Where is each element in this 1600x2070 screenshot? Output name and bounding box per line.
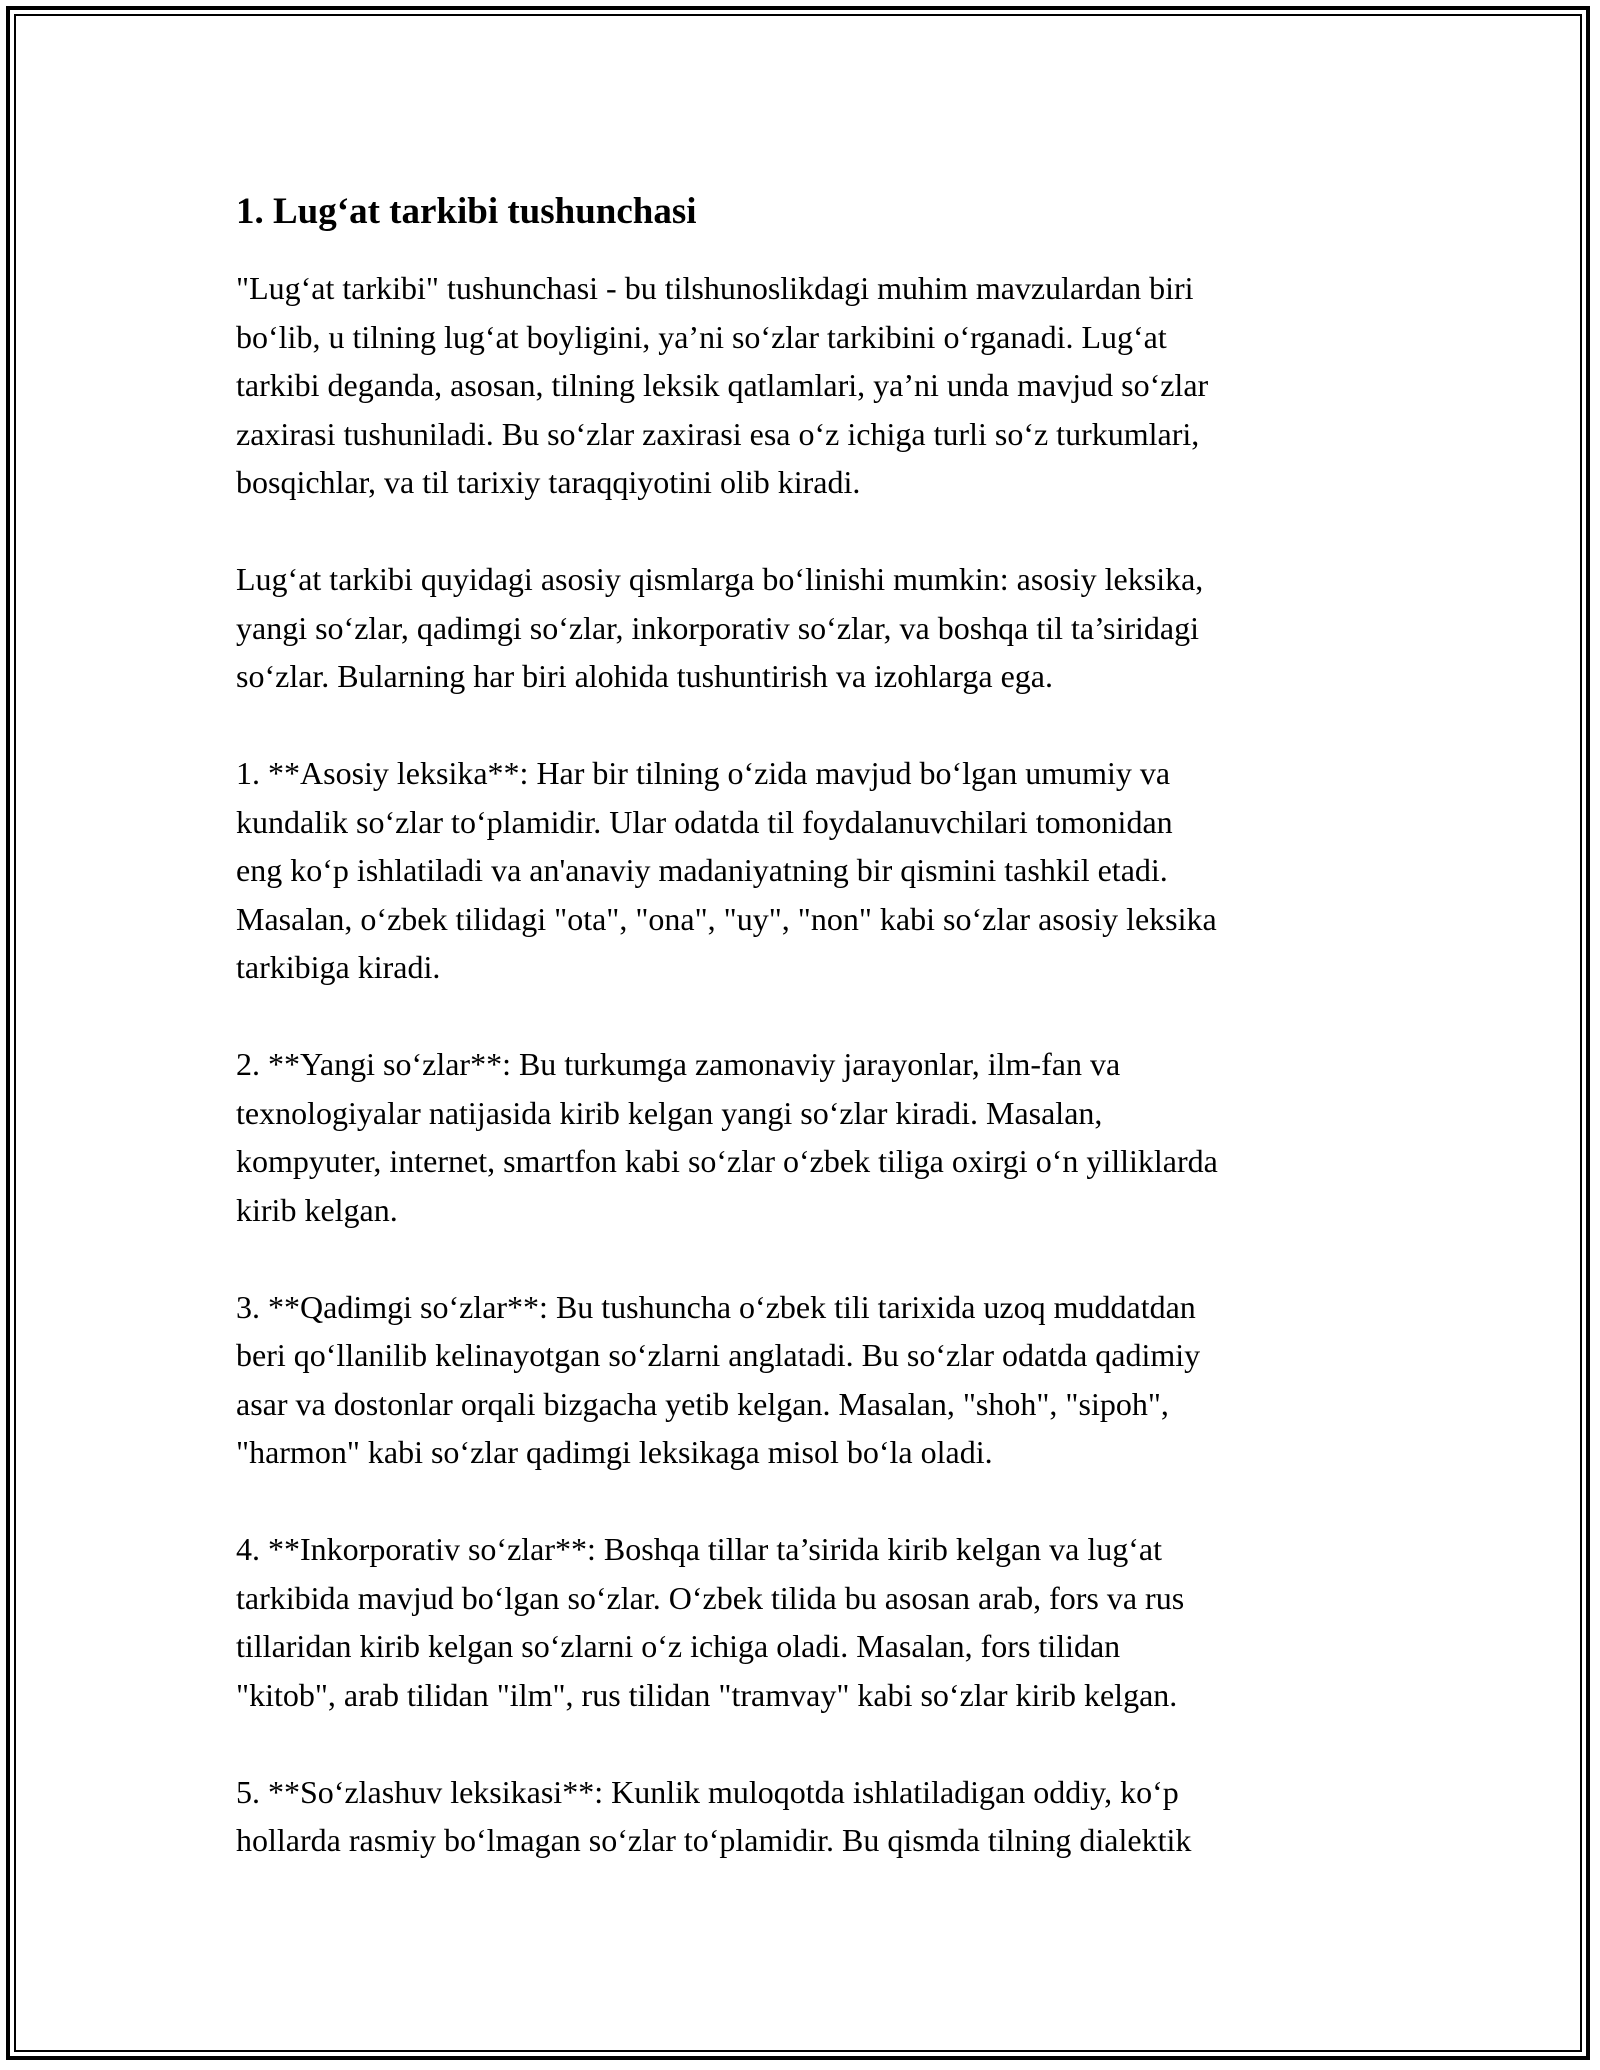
paragraph-item-4 <box>236 1525 1376 1719</box>
text-line: eng ko‘p ishlatiladi va an'anaviy madaniyatning bir qismini tashkil etadi. <box>236 852 1168 888</box>
paragraph-overview <box>236 555 1376 701</box>
text-line: "Lug‘at tarkibi" tushunchasi - bu tilshunoslikdagi muhim mavzulardan biri <box>236 270 1194 306</box>
text-line: kirib kelgan. <box>236 1191 398 1228</box>
text-line: tillaridan kirib kelgan so‘zlarni o‘z ichiga oladi. Masalan, fors tilidan <box>236 1628 1121 1664</box>
text-line: "harmon" kabi so‘zlar qadimgi leksikaga misol bo‘la oladi. <box>236 1434 993 1470</box>
text-line: hollarda rasmiy bo‘lmagan so‘zlar to‘plamidir. Bu qismda tilning dialektik <box>236 1822 1192 1858</box>
text-line: 4. **Inkorporativ so‘zlar**: Boshqa tillar ta’sirida kirib kelgan va lug‘at <box>236 1531 1162 1567</box>
text-line: Masalan, o‘zbek tilidagi "ota", "ona", "uy", "non" kabi so‘zlar asosiy leksika <box>236 900 1217 937</box>
text-line: 1. **Asosiy leksika**: Har bir tilning o‘zida mavjud bo‘lgan umumiy va <box>236 755 1171 791</box>
text-line: 2. **Yangi so‘zlar**: Bu turkumga zamonaviy jarayonlar, ilm-fan va <box>236 1046 1121 1082</box>
text-line: 5. **So‘zlashuv leksikasi**: Kunlik muloqotda ishlatiladigan oddiy, ko‘p <box>236 1773 1179 1810</box>
paragraph-item-2 <box>236 1040 1376 1234</box>
text-line: 3. **Qadimgi so‘zlar**: Bu tushuncha o‘zbek tili tarixida uzoq muddatdan <box>236 1288 1196 1325</box>
paragraph-item-5 <box>236 1768 1376 1865</box>
text-line: zaxirasi tushuniladi. Bu so‘zlar zaxirasi esa o‘z ichiga turli so‘z turkumlari, <box>236 415 1200 452</box>
text-line: kompyuter, internet, smartfon kabi so‘zlar o‘zbek tiliga oxirgi o‘n yilliklarda <box>236 1143 1218 1179</box>
text-line: Lug‘at tarkibi quyidagi asosiy qismlarga bo‘linishi mumkin: asosiy leksika, <box>236 561 1204 597</box>
text-line: bosqichlar, va til tarixiy taraqqiyotini olib kiradi. <box>236 464 861 500</box>
paragraph-item-3 <box>236 1283 1376 1477</box>
text-line: so‘zlar. Bularning har biri alohida tushuntirish va izohlarga ega. <box>236 658 1053 694</box>
text-line: tarkibi deganda, asosan, tilning leksik qatlamlari, ya’ni unda mavjud so‘zlar <box>236 367 1209 403</box>
text-line: bo‘lib, u tilning lug‘at boyligini, ya’ni so‘zlar tarkibini o‘rganadi. Lug‘at <box>236 318 1167 355</box>
paragraph-intro <box>236 264 1376 507</box>
paragraph-item-1 <box>236 749 1376 992</box>
text-line: beri qo‘llanilib kelinayotgan so‘zlarni anglatadi. Bu so‘zlar odatda qadimiy <box>236 1337 1201 1373</box>
text-line: asar va dostonlar orqali bizgacha yetib kelgan. Masalan, "shoh", "sipoh", <box>236 1385 1169 1422</box>
section-heading: 1. Lug‘at tarkibi tushunchasi <box>236 191 697 232</box>
text-line: texnologiyalar natijasida kirib kelgan yangi so‘zlar kiradi. Masalan, <box>236 1094 1103 1131</box>
text-line: "kitob", arab tilidan "ilm", rus tilidan "tramvay" kabi so‘zlar kirib kelgan. <box>236 1676 1178 1713</box>
text-line: yangi so‘zlar, qadimgi so‘zlar, inkorporativ so‘zlar, va boshqa til ta’siridagi <box>236 609 1199 646</box>
document-body <box>236 188 1376 1913</box>
text-line: tarkibida mavjud bo‘lgan so‘zlar. O‘zbek tilida bu asosan arab, fors va rus <box>236 1579 1185 1616</box>
text-line: kundalik so‘zlar to‘plamidir. Ular odatda til foydalanuvchilari tomonidan <box>236 803 1173 840</box>
text-line: tarkibiga kiradi. <box>236 949 441 985</box>
